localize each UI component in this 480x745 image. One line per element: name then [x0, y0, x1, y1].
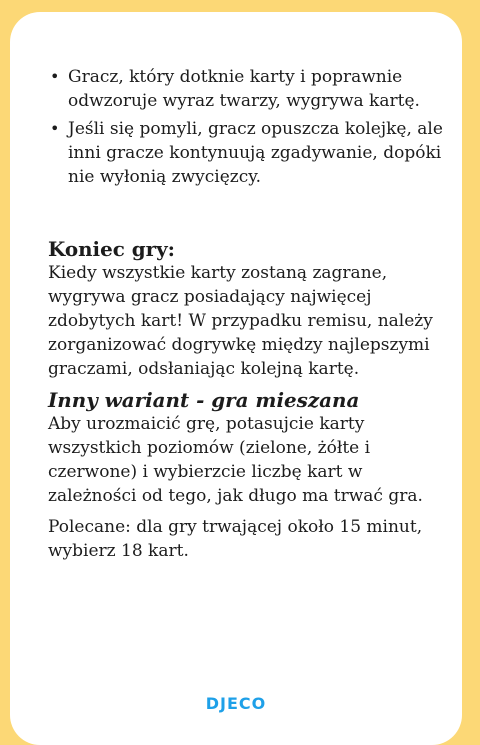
rule-card — [10, 12, 462, 745]
bullet-icon: • — [50, 67, 60, 86]
djeco-logo: DJECO — [205, 694, 267, 713]
bullet-icon: • — [50, 119, 60, 138]
rule-bullet-text: Gracz, który dotknie karty i poprawnie odwzoruje wyraz twarzy, wygrywa kartę. — [68, 67, 420, 111]
rule-bullet-item — [48, 117, 453, 189]
end-of-game-text: Kiedy wszystkie karty zostaną zagrane, wygrywa gracz posiadający najwięcej zdobytych kart! W przypadku remisu, należy zorganizować dogrywkę między najlepszymi graczami, odsłaniając kolejną kartę. — [48, 263, 433, 379]
variant-heading: Inny wariant - gra mieszana — [48, 388, 360, 412]
rules-list — [48, 65, 453, 189]
rule-bullet-item — [48, 65, 453, 113]
rule-bullet-text: Jeśli się pomyli, gracz opuszcza kolejkę, ale inni gracze kontynuują zgadywanie, dopóki nie wyłonią zwycięzcy. — [68, 119, 443, 187]
variant-recommendation: Polecane: dla gry trwającej około 15 minut, wybierz 18 kart. — [48, 517, 423, 561]
variant-text: Aby urozmaicić grę, potasujcie karty wszystkich poziomów (zielone, żółte i czerwone) i wybierzcie liczbę kart w zależności od tego, jak długo ma trwać gra. — [48, 414, 423, 506]
end-of-game-heading: Koniec gry: — [48, 237, 176, 261]
rule-content — [48, 65, 453, 570]
